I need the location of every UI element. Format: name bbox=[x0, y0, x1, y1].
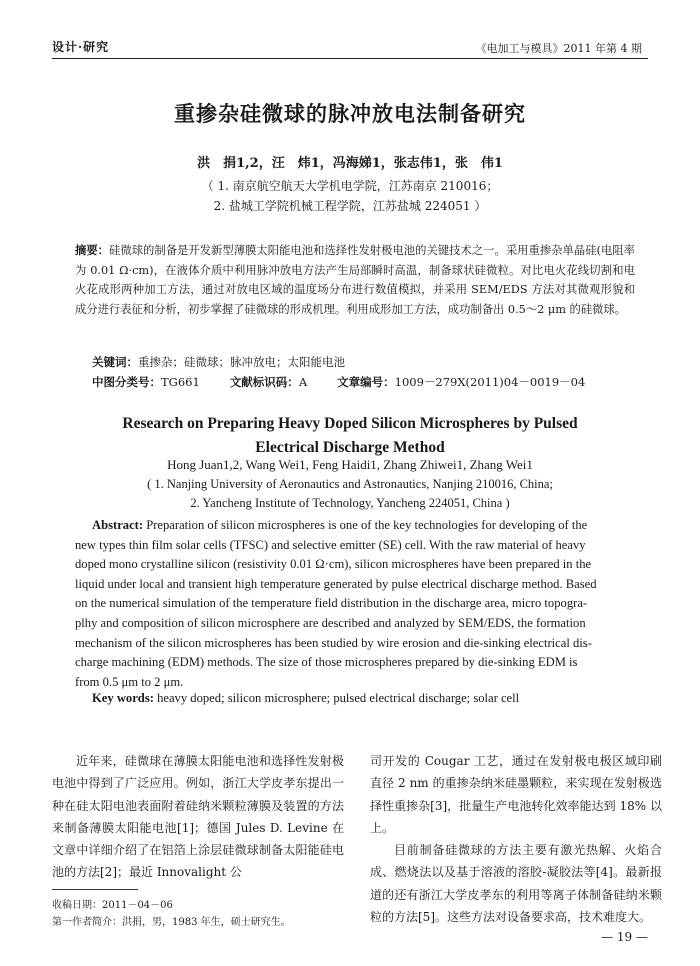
journal-issue-label: 《电加工与模具》2011 年第 4 期 bbox=[475, 42, 642, 55]
abstract-en-line: liquid under local and transient high temperature generated by pulse electrical discharge method. Based bbox=[75, 576, 597, 591]
abstract-en bbox=[75, 516, 641, 692]
body-paragraph: 近年来，硅微球在薄膜太阳能电池和选择性发射极电池中得到了广泛应用。例如，浙江大学皮孝东提出一种在硅太阳电池表面附着硅纳米颗粒薄膜及装置的方法来制备薄膜太阳能电池[1]；德国 Jules D. Levine 在文章中详细介绍了在铝箔上涂层硅微球制备太阳能硅电池的方法[2]；最近 Innovalight 公 bbox=[52, 754, 344, 880]
abstract-en-line: charge machining (EDM) methods. The size of those microspheres prepared by die-sinking EDM is bbox=[75, 655, 578, 670]
keywords-cn-text: 重掺杂；硅微球；脉冲放电；太阳能电池 bbox=[138, 355, 345, 369]
keywords-en bbox=[92, 691, 519, 706]
abstract-en-line: plhy and composition of silicon microsphere are described and analyzed by SEM/EDS, the formation bbox=[75, 615, 586, 630]
affiliation-cn-2: 2. 盐城工学院机械工程学院，江苏盐城 224051 ） bbox=[213, 199, 487, 213]
paper-title-en-line-2: Electrical Discharge Method bbox=[255, 439, 445, 456]
abstract-en-line: mechanism of the silicon microspheres has been studied by wire erosion and die-sinking electrical dis- bbox=[75, 635, 592, 650]
keywords-cn-label: 关键词： bbox=[92, 355, 138, 369]
abstract-en-line: doped mono crystalline silicon (resistivity 0.01 Ω·cm), silicon microspheres have been prepared in the bbox=[75, 557, 592, 572]
footnote-received-date: 收稿日期：2011－04－06 bbox=[52, 900, 173, 911]
body-column-left bbox=[52, 750, 344, 884]
body-paragraph: 目前制备硅微球的方法主要有激光热解、火焰合成、燃烧法以及基于溶液的溶胶-凝胶法等[4]。最新报道的还有浙江大学皮孝东的利用等离子体制备硅纳米颗粒的方法[5]。这些方法对设备要求高，技术难度大。 bbox=[370, 843, 662, 925]
clc-value: TG661 bbox=[161, 375, 200, 389]
clc-label: 中图分类号： bbox=[92, 375, 161, 389]
affiliation-en-2: 2. Yancheng Institute of Technology, Yancheng 224051, China ) bbox=[190, 496, 510, 510]
abstract-en-label: Abstract: bbox=[92, 518, 144, 532]
keywords-cn bbox=[92, 354, 345, 370]
keywords-en-text: heavy doped; silicon microsphere; pulsed electrical discharge; solar cell bbox=[153, 691, 520, 705]
journal-section-label: 设计·研究 bbox=[52, 40, 110, 54]
abstract-en-line: new types thin film solar cells (TFSC) and selective emitter (SE) cell. With the raw material of heavy bbox=[75, 537, 586, 552]
body-column-right bbox=[370, 750, 662, 928]
doc-code-value: A bbox=[298, 375, 308, 389]
article-number-value: 1009－279X(2011)04－0019－04 bbox=[394, 375, 586, 389]
authors-en: Hong Juan1,2, Wang Wei1, Feng Haidi1, Zhang Zhiwei1, Zhang Wei1 bbox=[167, 457, 533, 472]
footnote-author-bio: 第一作者简介：洪捐，男，1983 年生，硕士研究生。 bbox=[52, 917, 291, 928]
abstract-cn-label: 摘要： bbox=[75, 243, 110, 257]
paper-title-cn: 重掺杂硅微球的脉冲放电法制备研究 bbox=[174, 101, 526, 126]
authors-cn: 洪 捐1,2，汪 炜1，冯海娣1，张志伟1，张 伟1 bbox=[197, 156, 503, 171]
abstract-en-line: on the numerical simulation of the temperature field distribution in the discharge area, micro topogra- bbox=[75, 596, 588, 611]
classification-line bbox=[92, 374, 585, 390]
keywords-en-label: Key words: bbox=[92, 691, 154, 705]
header-divider bbox=[52, 58, 648, 59]
abstract-en-line: Preparation of silicon microspheres is one of the key technologies for developing of the bbox=[143, 518, 588, 532]
abstract-cn bbox=[75, 241, 635, 319]
abstract-cn-text: 硅微球的制备是开发新型薄膜太阳能电池和选择性发射极电池的关键技术之一。采用重掺杂单晶硅(电阻率为 0.01 Ω·cm)，在液体介质中利用脉冲放电方法产生局部瞬时高温，制备球状硅微粒。对比电火花线切割和电火花成形两种加工方法，通过对放电区域的温度场分布进行数值模拟，并采用 SEM/EDS 方法对其微观形貌和成分进行表征和分析，初步掌握了硅微球的形成机理。利用成形加工方法，成功制备出 0.5～2 μm 的硅微球。 bbox=[75, 244, 635, 316]
doc-code-label: 文献标识码： bbox=[229, 375, 299, 389]
abstract-en-line: from 0.5 μm to 2 μm. bbox=[75, 674, 184, 689]
paper-title-en-line-1: Research on Preparing Heavy Doped Silicon Microspheres by Pulsed bbox=[122, 415, 578, 432]
footnote-divider bbox=[52, 889, 138, 890]
affiliation-cn-1: （ 1. 南京航空航天大学机电学院，江苏南京 210016； bbox=[201, 179, 499, 193]
affiliation-en-1: ( 1. Nanjing University of Aeronautics and Astronautics, Nanjing 210016, China; bbox=[147, 477, 553, 491]
page-number: — 19 — bbox=[601, 930, 648, 944]
article-number-label: 文章编号： bbox=[337, 375, 395, 389]
paper-title-en bbox=[0, 412, 700, 460]
body-paragraph: 司开发的 Cougar 工艺，通过在发射极电极区域印刷直径 2 nm 的重掺杂纳米硅墨颗粒，来实现在发射极选择性重掺杂[3]，批量生产电池转化效率能达到 18% 以上。 bbox=[370, 754, 662, 835]
